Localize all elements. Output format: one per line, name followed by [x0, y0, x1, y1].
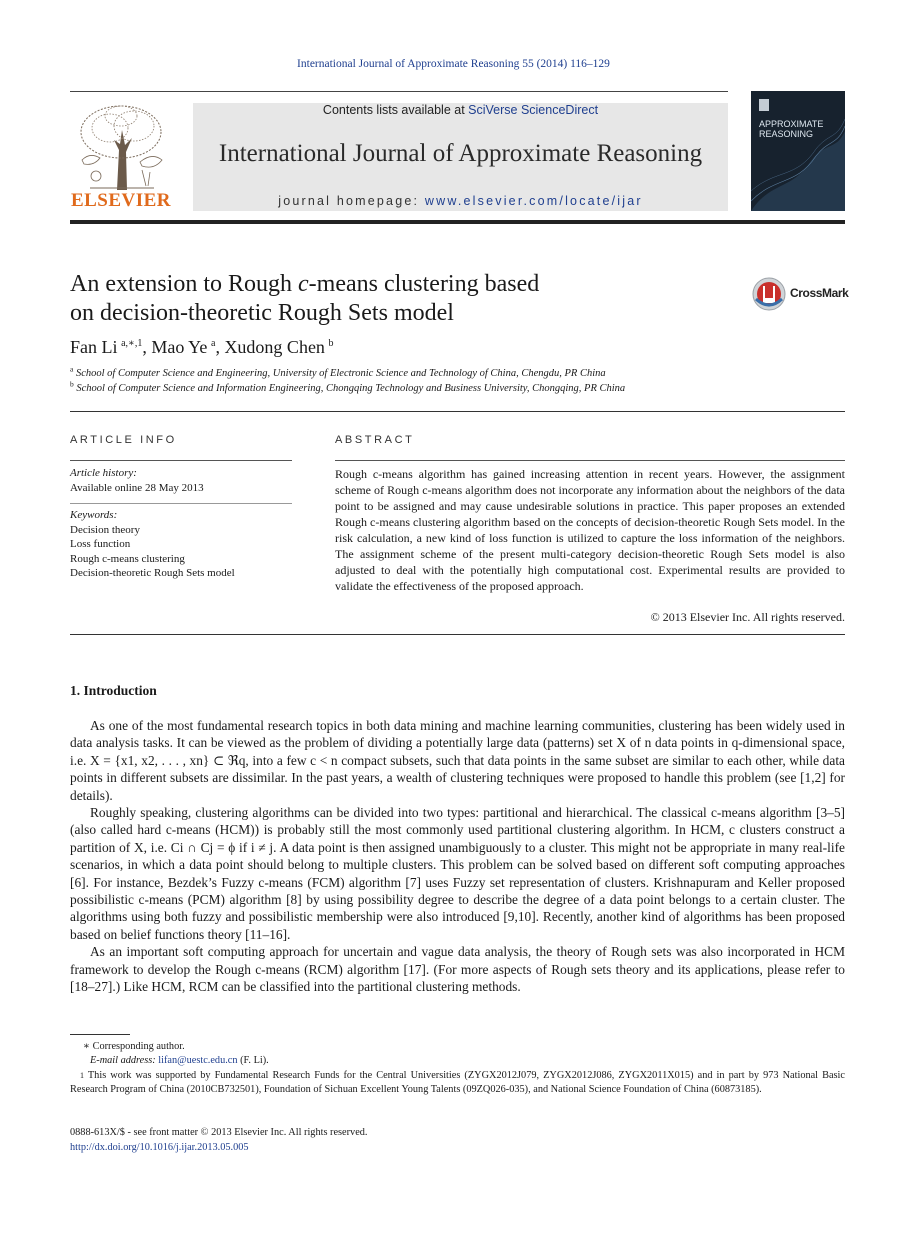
paragraph: Roughly speaking, clustering algorithms can be divided into two types: partitional and hierarchical. The classical c-means algorithm [3–5] (also called hard c-means (HCM)) is probably still the most commonly used partitional clustering algorithm. In HCM, c clusters construct a partition of X, i.e. Ci ∩ Cj = ϕ if i ≠ j. A data point is then assigned unambiguously to a cluster. This might not be appropriate in many real-life scenarios, in which a data point should belong to multiple clusters. This problem can be solved based on different soft computing approaches [6]. For instance, Bezdek’s Fuzzy c-means (FCM) algorithm [7] uses Fuzzy set representation of clusters. Krishnapuram and Keller proposed possibilistic c-means (PCM) algorithm [8] by using possibility degree to describe the degree of a data point belongs to a certain cluster. The algorithms using both fuzzy and possibilistic membership were also introduced [9,10]. Recently, another kind of algorithms has been proposed based on belief functions theory [11–16].	[70, 805, 845, 942]
footnote-email	[70, 1054, 845, 1068]
keyword: Loss function	[70, 538, 131, 551]
crossmark-badge[interactable]	[752, 277, 847, 311]
divider	[335, 460, 845, 461]
author-name[interactable]: Fan Li	[70, 337, 118, 357]
affiliation	[70, 364, 606, 379]
paper-title	[70, 270, 670, 328]
author-name[interactable]: Xudong Chen	[224, 337, 325, 357]
divider	[70, 503, 292, 504]
keyword: Decision theory	[70, 524, 140, 536]
homepage-link[interactable]: www.elsevier.com/locate/ijar	[424, 194, 643, 208]
article-info-heading: ARTICLE INFO	[70, 434, 177, 446]
footnote-text: This work was supported by Fundamental Research Funds for the Central Universities (ZYGX2012J079, ZYGX2012J086, ZYGX2011X015) and in part by 973 National Basic Research Program of China (2010CB732501), Foundation of Sichuan Excellent Young Talents (09ZQ026-035), and National Science Foundation of China (60873185).	[70, 1070, 845, 1096]
keyword: Rough c-means clustering	[70, 552, 185, 565]
email-label: E-mail address:	[90, 1055, 159, 1066]
paragraph: As an important soft computing approach for uncertain and vague data analysis, the theory of Rough sets was also incorporated in HCM framework to develop the Rough c-means (RCM) algorithm [17]. (For more aspects of Rough sets theory and its applications, please refer to [18–27].) Like HCM, RCM can be classified into the partitional clustering methods.	[70, 944, 845, 995]
abstract-text: Rough c-means algorithm has gained increasing attention in recent years. However, the assignment scheme of Rough c-means algorithm does not incorporate any information about the neighbors of the data point to be assigned and may cause undesirable solutions in practice. This paper proposes an extended Rough c-means clustering algorithm based on the concepts of decision-theoretic Rough Sets model. In the risk calculation, a new kind of loss function is utilized to capture the loss information of the neighbors. The assignment scheme of the present multi-category decision-theoretic Rough Sets model is also adjusted to deal with the potentially high computational cost. Experimental results are provided to validate the effectiveness of the proposed approach.	[335, 467, 845, 593]
article-history-label: Article history:	[70, 467, 137, 479]
footnote-mark: 1	[80, 1071, 84, 1080]
title-part-b: -means clustering based	[308, 271, 540, 297]
journal-citation[interactable]: International Journal of Approximate Reasoning 55 (2014) 116–129	[297, 58, 610, 70]
affiliation-mark: a	[70, 364, 74, 374]
journal-cover-image[interactable]	[751, 91, 845, 211]
keywords-label: Keywords:	[70, 509, 118, 521]
author-affiliation-mark[interactable]: a,∗,1	[121, 338, 143, 349]
crossmark-label: CrossMark	[790, 286, 849, 300]
keyword-list	[70, 523, 235, 581]
section-heading: 1. Introduction	[70, 683, 157, 698]
sciencedirect-link[interactable]: SciVerse ScienceDirect	[468, 103, 599, 117]
divider	[70, 411, 845, 412]
article-history-value: Available online 28 May 2013	[70, 482, 204, 494]
footnote-text: Corresponding author.	[92, 1041, 185, 1052]
affiliation-text: School of Computer Science and Engineering, University of Electronic Science and Technology of China, Chengdu, PR China	[75, 368, 606, 379]
header-top-rule	[70, 91, 728, 92]
author-affiliation-mark[interactable]: b	[328, 338, 334, 349]
journal-title: International Journal of Approximate Reasoning	[218, 140, 703, 167]
email-suffix: (F. Li).	[237, 1055, 269, 1066]
author-list: Fan Li $^{a,∗,1}$, Mao Ye $^a$, Xudong Chen $^b$	[70, 337, 334, 357]
copyright-notice: © 2013 Elsevier Inc. All rights reserved.	[650, 610, 845, 624]
elsevier-wordmark: ELSEVIER	[70, 190, 172, 211]
paragraph: As one of the most fundamental research topics in both data mining and machine learning communities, clustering has been widely used in data analysis tasks. It can be viewed as the problem of dividing a potentially large data (patterns) set X of n data points in q-dimensional space, i.e. X = {x1, x2, . . . , xn} ⊂ ℜq, into a few c < n compact subsets, such that data points in the same subset are similar to each other, while data points in different subsets are dissimilar. In the past years, a wealth of clustering techniques were proposed to handle this problem (see [1,2] for details).	[70, 718, 845, 803]
elsevier-tree-icon	[70, 100, 172, 192]
contents-available-line	[193, 103, 728, 117]
footnote-mark: ∗	[83, 1041, 90, 1052]
issn-line: 0888-613X/$ - see front matter © 2013 Elsevier Inc. All rights reserved.	[70, 1127, 368, 1138]
cover-line2: REASONING	[759, 129, 814, 139]
affiliation-mark: b	[70, 379, 74, 389]
journal-homepage-line	[193, 194, 728, 208]
affiliation	[70, 379, 626, 394]
body-text	[70, 717, 845, 996]
keyword: Decision-theoretic Rough Sets model	[70, 567, 235, 580]
crossmark-icon	[752, 277, 786, 311]
divider	[70, 634, 845, 635]
title-line-2: on decision-theoretic Rough Sets model	[70, 300, 454, 326]
footnote-funding	[70, 1069, 845, 1098]
footnote-corresponding	[70, 1040, 845, 1054]
homepage-prefix: journal homepage:	[278, 194, 425, 208]
cover-art-icon	[751, 91, 845, 211]
doi-link[interactable]: http://dx.doi.org/10.1016/j.ijar.2013.05.005	[70, 1142, 249, 1153]
header-bottom-rule	[70, 220, 845, 224]
abstract-heading: ABSTRACT	[335, 434, 415, 446]
affiliation-text: School of Computer Science and Information Engineering, Chongqing Technology and Business University, Chongqing, PR China	[76, 383, 626, 394]
divider	[70, 460, 292, 461]
cover-line1: APPROXIMATE	[759, 119, 824, 129]
title-variable-c: c	[298, 271, 309, 297]
author-name[interactable]: Mao Ye	[151, 337, 208, 357]
contents-prefix: Contents lists available at	[322, 103, 469, 117]
author-affiliation-mark[interactable]: a	[210, 338, 216, 349]
email-link[interactable]: lifan@uestc.edu.cn	[158, 1055, 238, 1066]
title-part-a: An extension to Rough	[70, 271, 298, 297]
cover-title	[759, 119, 823, 139]
footnote-rule	[70, 1034, 130, 1035]
elsevier-logo[interactable]	[70, 100, 172, 212]
